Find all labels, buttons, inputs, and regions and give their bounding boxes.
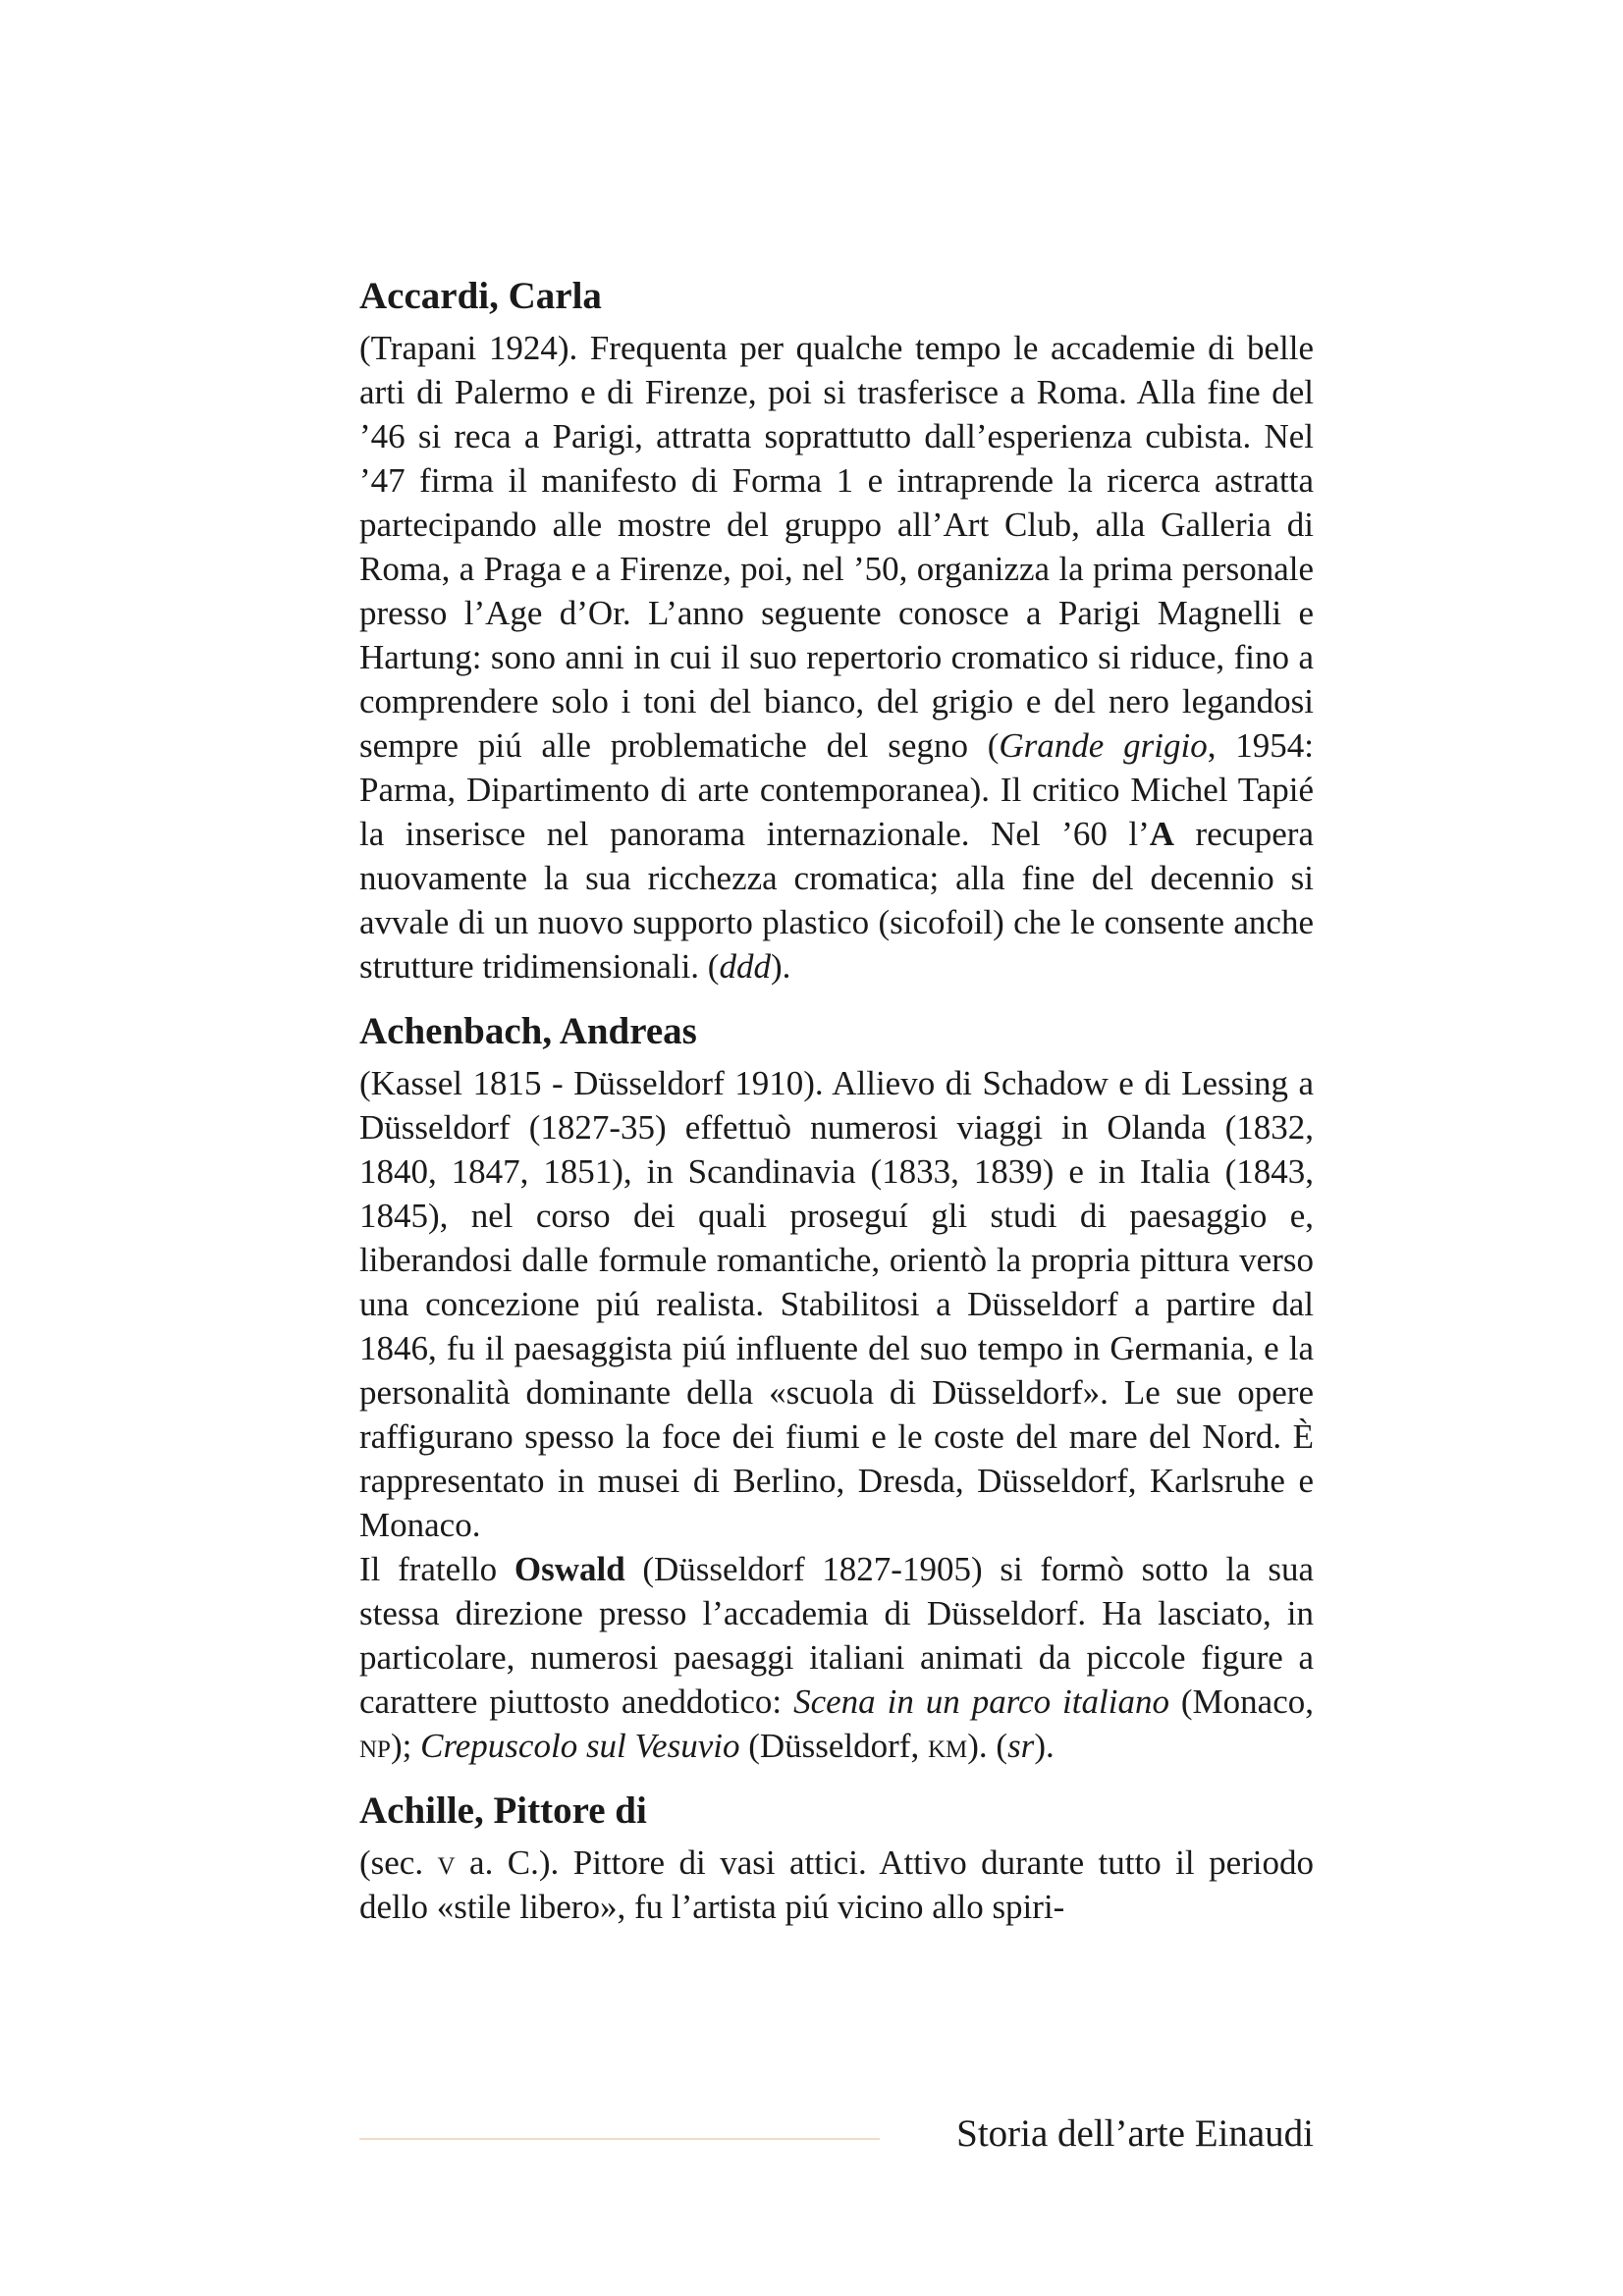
body-text: ). <box>770 947 791 986</box>
body-text: ). ( <box>967 1727 1008 1765</box>
body-text: , 1954: Parma, Dipartimento di arte contemporanea). Il critico Michel Tapié la inserisce nel panorama internazionale. Nel ’60 l’ <box>359 726 1314 853</box>
page-content <box>359 273 1314 1949</box>
entry-body: (Kassel 1815 - Düsseldorf 1910). Allievo di Schadow e di Lessing a Düsseldorf (1827-35) effettuò numerosi viaggi in Olanda (1832, 1840, 1847, 1851), in Scandinavia (1833, 1839) e in Italia (1843, 1845), nel corso dei quali proseguí gli studi di paesaggio e, liberandosi dalle formule romantiche, orientò la propria pittura verso una concezione piú realista. Stabilitosi a Düsseldorf a partire dal 1846, fu il paesaggista piú influente del suo tempo in Germania, e la personalità dominante della «scuola di Düsseldorf». Le sue opere raffigurano spesso la foce dei fiumi e le coste del mare del Nord. È rappresentato in musei di Berlino, Dresda, Düsseldorf, Karlsruhe e Monaco. <box>359 1064 1314 1544</box>
museum-abbreviation: np <box>359 1727 391 1765</box>
body-text: ). <box>1034 1727 1055 1765</box>
body-text: (Monaco, <box>1168 1682 1314 1721</box>
museum-abbreviation: km <box>927 1727 968 1765</box>
body-text: (Düsseldorf, <box>739 1727 928 1765</box>
body-text: Il fratello <box>359 1550 514 1588</box>
work-title: Grande grigio <box>999 726 1208 765</box>
footer-divider <box>359 2138 880 2140</box>
entry-body-continued <box>359 1547 1314 1768</box>
entry-body <box>359 1841 1314 1929</box>
entry-body <box>359 326 1314 988</box>
entry-achenbach <box>359 1008 1314 1768</box>
body-text: (Trapani 1924). Frequenta per qualche tempo le accademie di belle arti di Palermo e di Firenze, poi si trasferisce a Roma. Alla fine del ’46 si reca a Parigi, attratta soprattutto dall’esperienza cubista. Nel ’47 firma il manifesto di Forma 1 e intraprende la ricerca astratta partecipando alle mostre del gruppo all’Art Club, alla Galleria di Roma, a Praga e a Firenze, poi, nel ’50, organizza la prima personale presso l’Age d’Or. L’anno seguente conosce a Parigi Magnelli e Hartung: sono anni in cui il suo repertorio cromatico si riduce, fino a comprendere solo i toni del bianco, del grigio e del nero legandosi sempre piú alle problematiche del segno ( <box>359 329 1314 765</box>
author-initials: ddd <box>719 947 771 986</box>
body-text: recupera nuovamente la sua ricchezza cromatica; alla fine del decennio si avvale di un nuovo supporto plastico (sicofoil) che le consente anche strutture tridimensionali. ( <box>359 815 1314 986</box>
entry-abbreviation: A <box>1149 815 1175 853</box>
work-title: Crepuscolo sul Vesuvio <box>420 1727 740 1765</box>
entry-title: Achenbach, Andreas <box>359 1010 697 1052</box>
entry-accardi <box>359 273 1314 988</box>
person-name: Oswald <box>514 1550 625 1588</box>
entry-achille <box>359 1788 1314 1929</box>
footer-publication-title: Storia dell’arte Einaudi <box>956 2112 1314 2155</box>
body-text: (Düsseldorf 1827-1905) si formò sotto la sua stessa direzione presso l’accademia di Düsseldorf. Ha lasciato, in particolare, numerosi paesaggi italiani animati da piccole figure a carattere piuttosto aneddotico: <box>359 1550 1314 1721</box>
century-numeral: v <box>437 1843 456 1882</box>
body-text: ); <box>390 1727 421 1765</box>
body-text: a. C.). Pittore di vasi attici. Attivo durante tutto il periodo dello «stile libero», fu l’artista piú vicino allo spiri- <box>359 1843 1314 1926</box>
entry-title: Achille, Pittore di <box>359 1789 647 1832</box>
entry-title: Accardi, Carla <box>359 275 602 317</box>
work-title: Scena in un parco italiano <box>793 1682 1169 1721</box>
body-text: (sec. <box>359 1843 438 1882</box>
author-initials: sr <box>1007 1727 1035 1765</box>
